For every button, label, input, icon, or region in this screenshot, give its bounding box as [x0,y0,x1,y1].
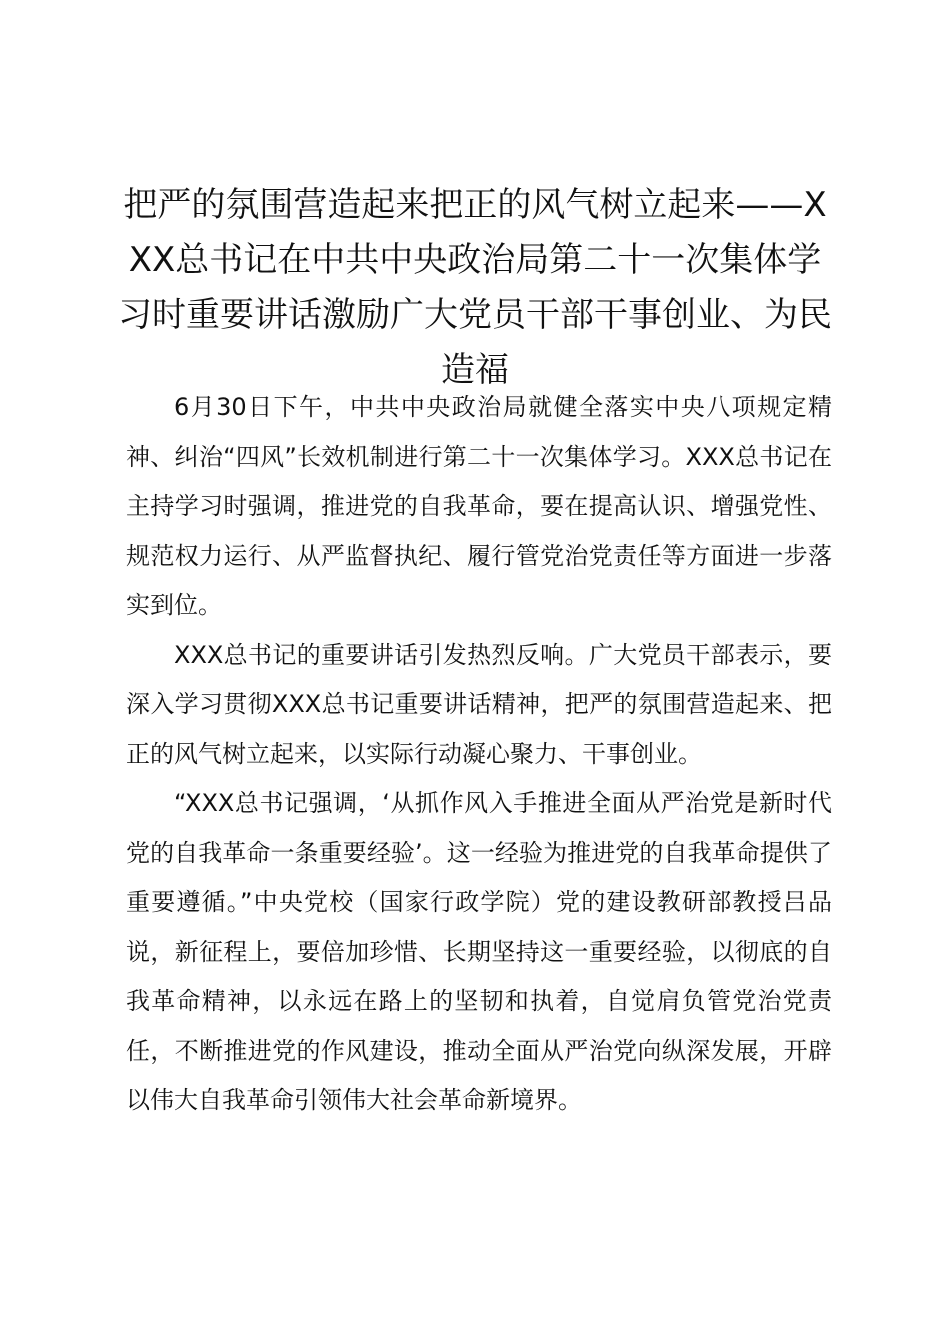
document-title: 把严的氛围营造起来把正的风气树立起来——XXX总书记在中共中央政治局第二十一次集体学习时重要讲话激励广大党员干部干事创业、为民造福 [118,185,832,390]
paragraph-2: XXX总书记的重要讲话引发热烈反响。广大党员干部表示，要深入学习贯彻XXX总书记重要讲话精神，把严的氛围营造起来、把正的风气树立起来，以实际行动凝心聚力、干事创业。 [126,640,832,768]
paragraph-3: “XXX总书记强调，‘从抓作风入手推进全面从严治党是新时代党的自我革命一条重要经验’。这一经验为推进党的自我革命提供了重要遵循。”中央党校（国家行政学院）党的建设教研部教授吕品说，新征程上，要倍加珍惜、长期坚持这一重要经验，以彻底的自我革命精神，以永远在路上的坚韧和执着，自觉肩负管党治党责任，不断推进党的作风建设，推动全面从严治党向纵深发展，开辟以伟大自我革命引领伟大社会革命新境界。 [126,789,832,1114]
paragraph-1: 6月30日下午，中共中央政治局就健全落实中央八项规定精神、纠治“四风”长效机制进行第二十一次集体学习。XXX总书记在主持学习时强调，推进党的自我革命，要在提高认识、增强党性、规范权力运行、从严监督执纪、履行管党治党责任等方面进一步落实到位。 [126,393,832,619]
document-body [126,383,832,1126]
